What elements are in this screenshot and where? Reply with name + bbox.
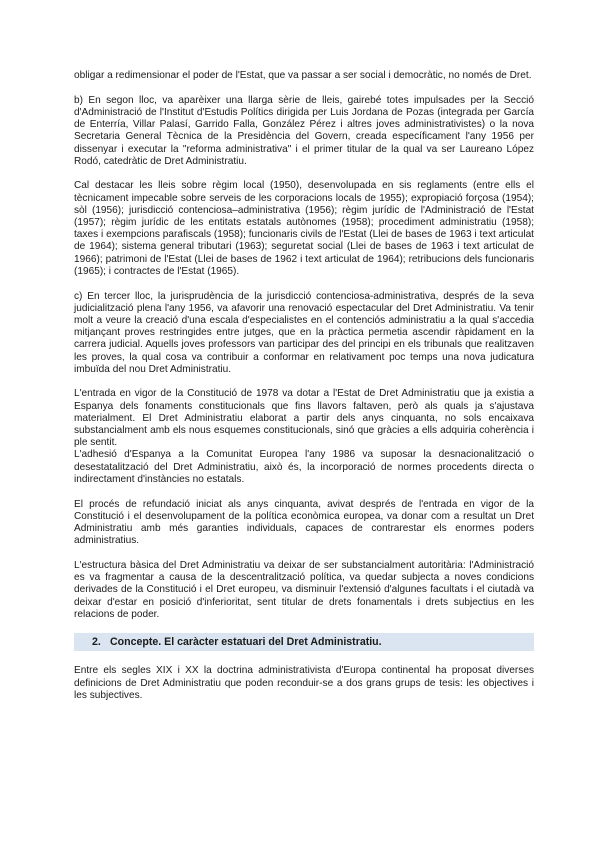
paragraph-b-laws: b) En segon lloc, va aparèixer una llarga sèrie de lleis, gairebé totes impulsades per la Secció d'Administració de l'Institut d'Estudis Polítics dirigida per Luis Jordana de Pozas (integrada per García de Enterría, Villar Palasí, Garrido Falla, González Pérez i altres joves administrativistes) o la nova Secretaria General Tècnica de la Presidència del Govern, creada específicament l'any 1956 per dissenyar i executar la "reforma administrativa" i el primer titular de la qual va ser Laureano López Rodó, catedràtic de Dret Administratiu.: [74, 94, 534, 167]
paragraph-laws-list: Cal destacar les lleis sobre règim local (1950), desenvolupada en sis reglaments (entre ells el tècnicament impecable sobre serveis de les corporacions locals de 1955); expropiació forçosa (1954); sòl (1956); jurisdicció contenciosa–administrativa (1956); règim jurídic de l'Administració de l'Estat (1957); règim jurídic de les entitats estatals autònomes (1958); procediment administratiu (1958); taxes i exempcions parafiscals (1958); funcionaris civils de l'Estat (Llei de bases de 1963 i text articulat de 1964); sistema general tributari (1963); seguretat social (Llei de bases de 1963 i text articulat de 1966); patrimoni de l'Estat (Llei de bases de 1962 i text articulat de 1964); retribucions dels funcionaris (1965); i contractes de l'Estat (1965).: [74, 180, 534, 277]
section-heading: [74, 633, 534, 651]
paragraph-european-accession: L'adhesió d'Espanya a la Comunitat Europea l'any 1986 va suposar la desnacionalització o desestatalització del Dret Administratiu, això és, la incorporació de normes procedents directa o indirectament d'instàncies no estatals.: [74, 449, 534, 485]
section-title: Concepte. El caràcter estatuari del Dret Administratiu.: [110, 636, 382, 649]
document-body: [74, 70, 534, 715]
paragraph-basic-structure: L'estructura bàsica del Dret Administratiu va deixar de ser substancialment autoritària: l'Administració es va fragmentar a causa de la descentralització política, va quedar subjecta a noves condicions derivades de la Constitució i el Dret europeu, va disminuir l'extensió d'algunes facultats i el ciutadà va deixar d'estar en posició d'inferioritat, sent titular de drets fonamentals i drets subjectius en les relacions de poder.: [74, 559, 534, 620]
section-number: 2.: [92, 636, 101, 649]
paragraph-definitions: Entre els segles XIX i XX la doctrina administrativista d'Europa continental ha proposat diverses definicions de Dret Administratiu que poden reconduir-se a dos grans grups de tesis: les objectives i les subjectives.: [74, 665, 534, 701]
paragraph-c-jurisprudence: c) En tercer lloc, la jurisprudència de la jurisdicció contenciosa-administrativa, després de la seva judicialització plena l'any 1956, va afavorir una renovació espectacular del Dret Administratiu. Va tenir molt a veure la creació d'una escala d'especialistes en el contenciós administratiu a la qual s'accedia mitjançant proves restringides entre jutges, que en la pràctica permetia ascendir ràpidament en la carrera judicial. Aquells joves professors van participar des del principi en els tribunals que realitzaven les proves, la qual cosa va contribuir a conformar en relativament poc temps una nova judicatura imbuïda del nou Dret Administratiu.: [74, 290, 534, 375]
paragraph-intro-continuation: obligar a redimensionar el poder de l'Estat, que va passar a ser social i democràtic, no només de Dret.: [74, 70, 532, 81]
paragraph-refoundation: El procés de refundació iniciat als anys cinquanta, avivat després de l'entrada en vigor de la Constitució i el desenvolupament de la política econòmica europea, va donar com a resultat un Dret Administratiu amb més garanties individuals, capaces de contrarestar els enormes poders administratius.: [74, 498, 534, 547]
paragraph-constitution-1978: L'entrada en vigor de la Constitució de 1978 va dotar a l'Estat de Dret Administratiu que ja existia a Espanya dels fonaments constitucionals que fins llavors faltaven, però als quals ja s'ajustava materialment. El Dret Administratiu elaborat a partir dels anys cinquanta, no sols encaixava substancialment amb els nous esquemes constitucionals, sinó que gràcies a ells adquiria coherència i ple sentit.: [74, 388, 534, 449]
